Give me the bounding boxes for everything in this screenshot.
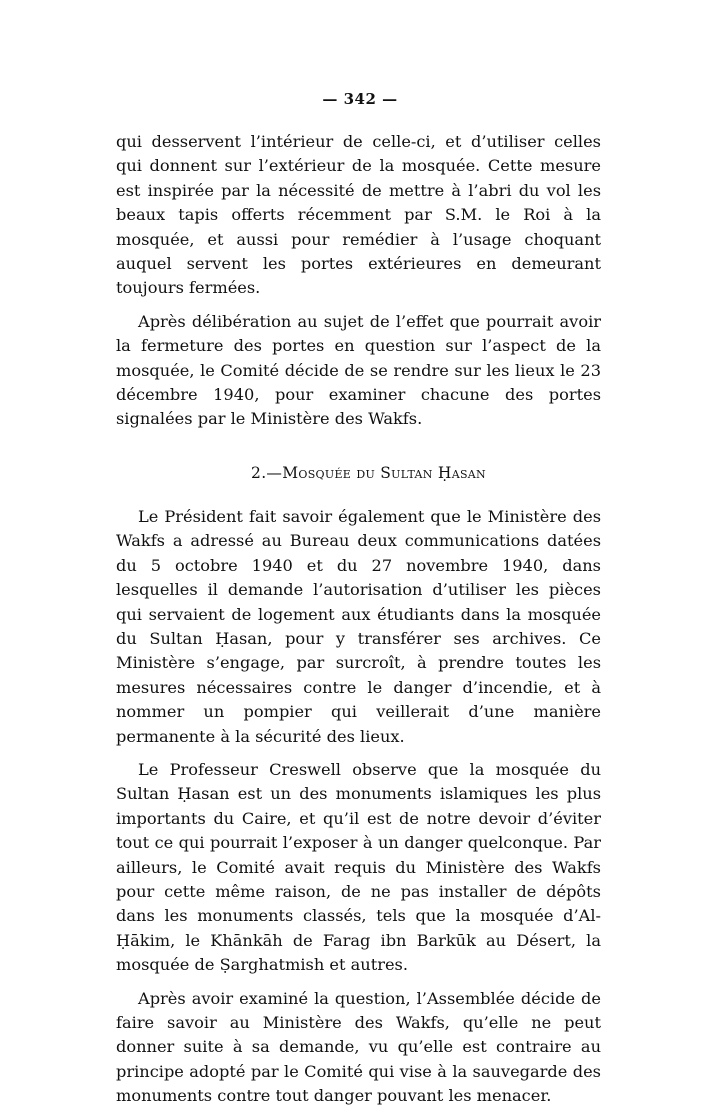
section-heading: 2.—Mosquée du Sultan Ḥasan xyxy=(251,463,486,482)
page-body xyxy=(116,130,601,1109)
paragraph-continuation: qui desservent l’intérieur de celle-ci, et d’utiliser celles qui donnent sur l’extérieur de la mosquée. Cette mesure est inspirée par la nécessité de mettre à l’abri du vol les beaux tapis offerts récemment par S.M. le Roi à la mosquée, et aussi pour remédier à l’usage choquant auquel servent les portes extérieures en demeurant toujours fermées. xyxy=(116,132,601,298)
paragraph-president: Le Président fait savoir également que le Ministère des Wakfs a adressé au Bureau deux communications datées du 5 octobre 1940 et du 27 novembre 1940, dans lesquelles il demande l’autorisation d’utiliser les pièces qui servaient de logement aux étudiants dans la mosquée du Sultan Ḥasan, pour y transférer ses archives. Ce Ministère s’engage, par surcroît, à prendre toutes les mesures nécessaires contre le danger d’incendie, et à nommer un pompier qui veillerait d’une manière permanente à la sécurité des lieux. xyxy=(116,506,601,746)
paragraph-decision: Après avoir examiné la question, l’Assemblée décide de faire savoir au Ministère des Wakfs, qu’elle ne peut donner suite à sa demande, vu qu’elle est contraire au principe adopté par le Comité qui vise à la sauvegarde des monuments contre tout danger pouvant les menacer. xyxy=(116,988,601,1106)
page-number: — 342 — xyxy=(322,90,398,108)
paragraph-deliberation: Après délibération au sujet de l’effet que pourrait avoir la fermeture des portes en question sur l’aspect de la mosquée, le Comité décide de se rendre sur les lieux le 23 décembre 1940, pour examiner chacune des portes signalées par le Ministère des Wakfs. xyxy=(116,311,601,429)
paragraph-creswell: Le Professeur Creswell observe que la mosquée du Sultan Ḥasan est un des monuments islamiques les plus importants du Caire, et qu’il est de notre devoir d’éviter tout ce qui pourrait l’exposer à un danger quelconque. Par ailleurs, le Comité avait requis du Ministère des Wakfs pour cette même raison, de ne pas installer de dépôts dans les monuments classés, tels que la mosquée d’Al-Ḥākim, le Khānkāh de Farag ibn Barkūk au Désert, la mosquée de Ṣarghatmish et autres. xyxy=(116,759,601,975)
